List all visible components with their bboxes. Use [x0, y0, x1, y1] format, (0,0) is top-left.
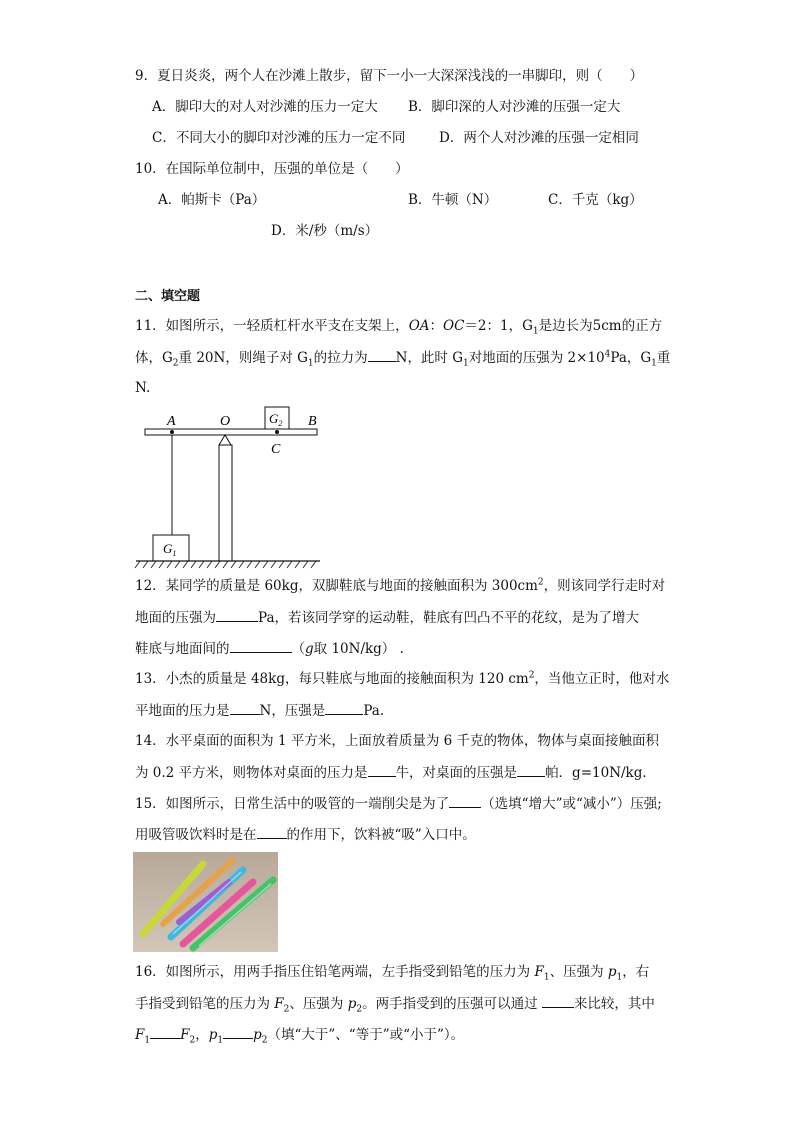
- q11-line-2: 体，$G_2$重 20N，则绳子对 $G_1$的拉力为 N，此时 $G_1$对地面的压强为 $2\times 10^4Pa$，$G_1$重: [135, 347, 670, 368]
- q12-line-1: 12．某同学的质量是 60kg，双脚鞋底与地面的接触面积为 $300cm^2$，则该同学行走时对: [135, 577, 666, 594]
- q15-line-2: 用吸管吸饮料时是在 的作用下，饮料被“吸”入口中。: [135, 824, 476, 845]
- answer-blank[interactable]: [223, 1024, 253, 1039]
- answer-blank[interactable]: [517, 762, 545, 777]
- q9-option-d: D．两个人对沙滩的压强一定相同: [439, 130, 639, 146]
- answer-blank[interactable]: [325, 700, 363, 715]
- q10-option-c: C．千克（kg）: [548, 192, 643, 208]
- q15-line-1: 15．如图所示，日常生活中的吸管的一端削尖是为了 （选填“增大”或“减小”）压强;: [135, 793, 662, 814]
- label-g2: $G_2$: [269, 411, 283, 428]
- answer-blank[interactable]: [257, 824, 287, 839]
- q14-line-2: 为 0.2 平方米，则物体对桌面的压力是 牛，对桌面的压强是 帕．g=10N/kg．: [135, 762, 656, 783]
- q16-line-1: 16．如图所示，用两手指压住铅笔两端，左手指受到铅笔的压力为 $F_1$、压强为 $p_1$，右: [135, 964, 650, 983]
- lever-diagram: [128, 402, 328, 572]
- q10-stem: 10．在国际单位制中，压强的单位是（ ）: [135, 161, 409, 177]
- label-g1: $G_1$: [163, 541, 177, 558]
- point-c: [275, 430, 279, 434]
- q13-line-1: 13．小杰的质量是 48kg，每只鞋底与地面的接触面积为 120 $cm^2$，当他立正时，他对水: [135, 670, 670, 687]
- q16-line-3: $F_1$ $F_2$，$p_1$ $p_2$（填“大于”、“等于”或“小于”）。: [135, 1024, 464, 1045]
- section-heading: 二、填空题: [135, 289, 201, 304]
- q16-line-2: 手指受到铅笔的压力为 $F_2$、压强为 $p_2$。两手指受到的压强可以通过 来比较，其中: [135, 993, 655, 1014]
- q11-line-1: 11．如图所示，一轻质杠杆水平支在支架上，OA：OC＝2：1，$G_1$是边长为5cm的正方: [135, 318, 663, 337]
- answer-blank[interactable]: [150, 1024, 180, 1039]
- q10-option-b: B．牛顿（N）: [408, 192, 498, 208]
- q14-line-1: 14．水平桌面的面积为 1 平方米，上面放着质量为 6 千克的物体，物体与桌面接触面积: [135, 733, 660, 749]
- support-post: [219, 445, 232, 561]
- q13-line-2: 平地面的压力是 N，压强是 Pa.: [135, 700, 384, 721]
- q9-stem: 9．夏日炎炎，两个人在沙滩上散步，留下一小一大深深浅浅的一串脚印，则（ ）: [135, 68, 644, 84]
- label-b: B: [308, 414, 317, 429]
- q10-option-a: A．帕斯卡（Pa）: [158, 192, 266, 208]
- answer-blank[interactable]: [368, 762, 396, 777]
- q9-option-a: A．脚印大的对人对沙滩的压力一定大: [152, 99, 378, 115]
- q9-option-b: B．脚印深的人对沙滩的压强一定大: [408, 99, 621, 115]
- q11-line-3: N.: [135, 380, 151, 396]
- point-a: [170, 430, 174, 434]
- label-c: C: [271, 442, 281, 457]
- q12-line-2: 地面的压强为 Pa，若该同学穿的运动鞋，鞋底有凹凸不平的花纹，是为了增大: [135, 607, 639, 628]
- label-o: O: [220, 414, 231, 429]
- q10-option-d: D．米/秒（m/s）: [271, 223, 379, 239]
- q9-option-c: C．不同大小的脚印对沙滩的压力一定不同: [152, 130, 406, 146]
- fulcrum: [219, 435, 231, 445]
- answer-blank[interactable]: [368, 347, 396, 362]
- q12-line-3: 鞋底与地面间的 （g取 10N/kg） .: [135, 638, 404, 659]
- drinking-straws-photo: [133, 852, 278, 952]
- answer-blank[interactable]: [230, 700, 260, 715]
- label-a: A: [167, 414, 176, 429]
- answer-blank[interactable]: [542, 993, 574, 1008]
- answer-blank[interactable]: [230, 638, 292, 653]
- answer-blank[interactable]: [449, 793, 481, 808]
- answer-blank[interactable]: [216, 607, 258, 622]
- ground-hatch: [135, 561, 316, 568]
